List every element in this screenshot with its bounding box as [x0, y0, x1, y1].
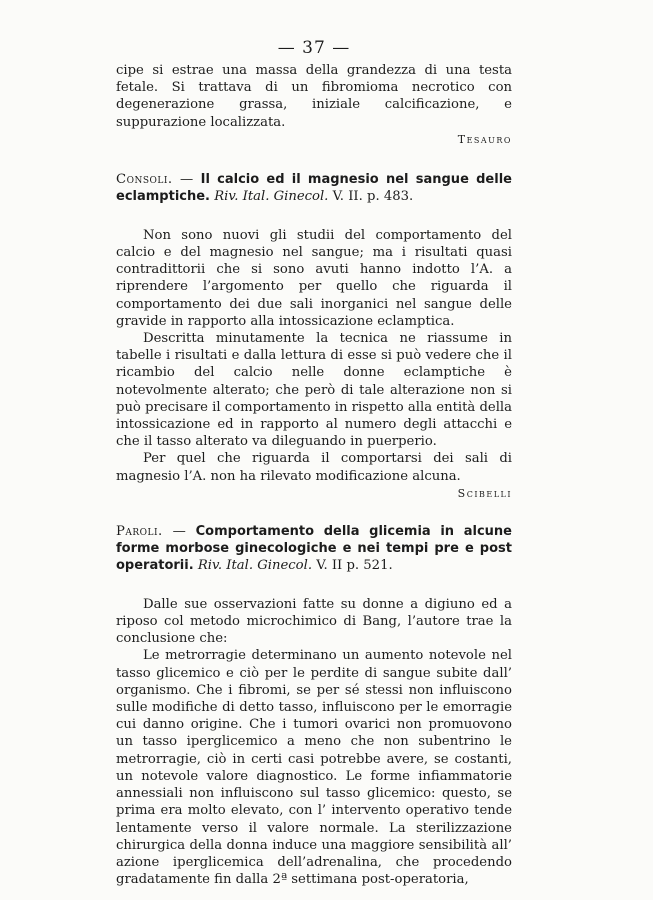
author-name: Consoli. — — [116, 171, 194, 187]
paragraph: Dalle sue osservazioni fatte su donne a digiuno ed a riposo col metodo microchimico di Bang, l’autore trae la conclusione che: — [116, 596, 512, 647]
signature-tesauro: Tesauro — [457, 132, 512, 146]
spacer — [116, 205, 512, 227]
paragraph: Per quel che riguarda il comportarsi dei sali di magnesio l’A. non ha rilevato modificazione alcuna. — [116, 451, 512, 484]
journal-name: Riv. Ital. Ginecol. — [197, 557, 313, 573]
spacer — [116, 574, 512, 596]
signature-scibelli: Scibelli — [457, 486, 512, 500]
citation: V. II. p. 483. — [332, 188, 414, 204]
review-entry-consoli — [116, 171, 512, 205]
article-title: Il calcio ed il magnesio nel sangue delle eclamptiche. — [116, 171, 512, 204]
page — [116, 38, 512, 888]
paragraph: Non sono nuovi gli studii del comportamento del calcio e del magnesio nel sangue; ma i risultati quasi contradittorii che si sono avuti hanno indotto l’A. a riprendere l’argomento per quello che riguarda il comportamento dei due sali inorganici nel sangue delle gravide in rapporto alla intossicazione eclamptica. — [116, 227, 512, 329]
citation: V. II p. 521. — [316, 557, 393, 573]
page-number: — 37 — — [277, 38, 351, 58]
journal-name: Riv. Ital. Ginecol. — [214, 188, 329, 204]
paragraph-continued: cipe si estrae una massa della grandezza di una testa fetale. Si trattava di un fibromioma necrotico con degenerazione grassa, iniziale calcificazione, e suppurazione localizzata. — [116, 63, 512, 130]
author-name: Paroli. — — [116, 523, 187, 539]
paragraph: Descritta minutamente la tecnica ne riassume in tabelle i risultati e dalla lettura di esse si può vedere che il ricambio del calcio nelle donne eclamptiche è notevolmente alterato; che però di tale alterazione non si può precisare il comportamento in rispetto alla entità della intossicazione ed in rapporto al numero degli attacchi e che il tasso alterato va dileguando in puerperio. — [116, 331, 512, 450]
article-title: Comportamento della glicemia in alcune forme morbose ginecologiche e nei tempi pre e post operatorii. — [116, 523, 512, 573]
paragraph: Le metrorragie determinano un aumento notevole nel tasso glicemico e ciò per le perdite di sangue subite dall’ organismo. Che i fibromi, se per sé stessi non influiscono sulle modifiche di detto tasso, influiscono per le emorragie cui danno origine. Che i tumori ovarici non promuovono un tasso iperglicemico a meno che non subentrino le metrorragie, ciò in certi casi potrebbe avere, se costanti, un notevole valore diagnostico. Le forme infiammatorie annessiali non influiscono sul tasso glicemico: questo, se prima era molto elevato, con l’ intervento operativo tende lentamente verso il valore normale. La sterilizzazione chirurgica della donna induce una maggiore sensibilità all’ azione iperglicemica dell’adrenalina, che procedendo gradatamente fin dalla 2ª settimana post-operatoria, — [116, 648, 512, 888]
review-entry-paroli — [116, 523, 512, 574]
